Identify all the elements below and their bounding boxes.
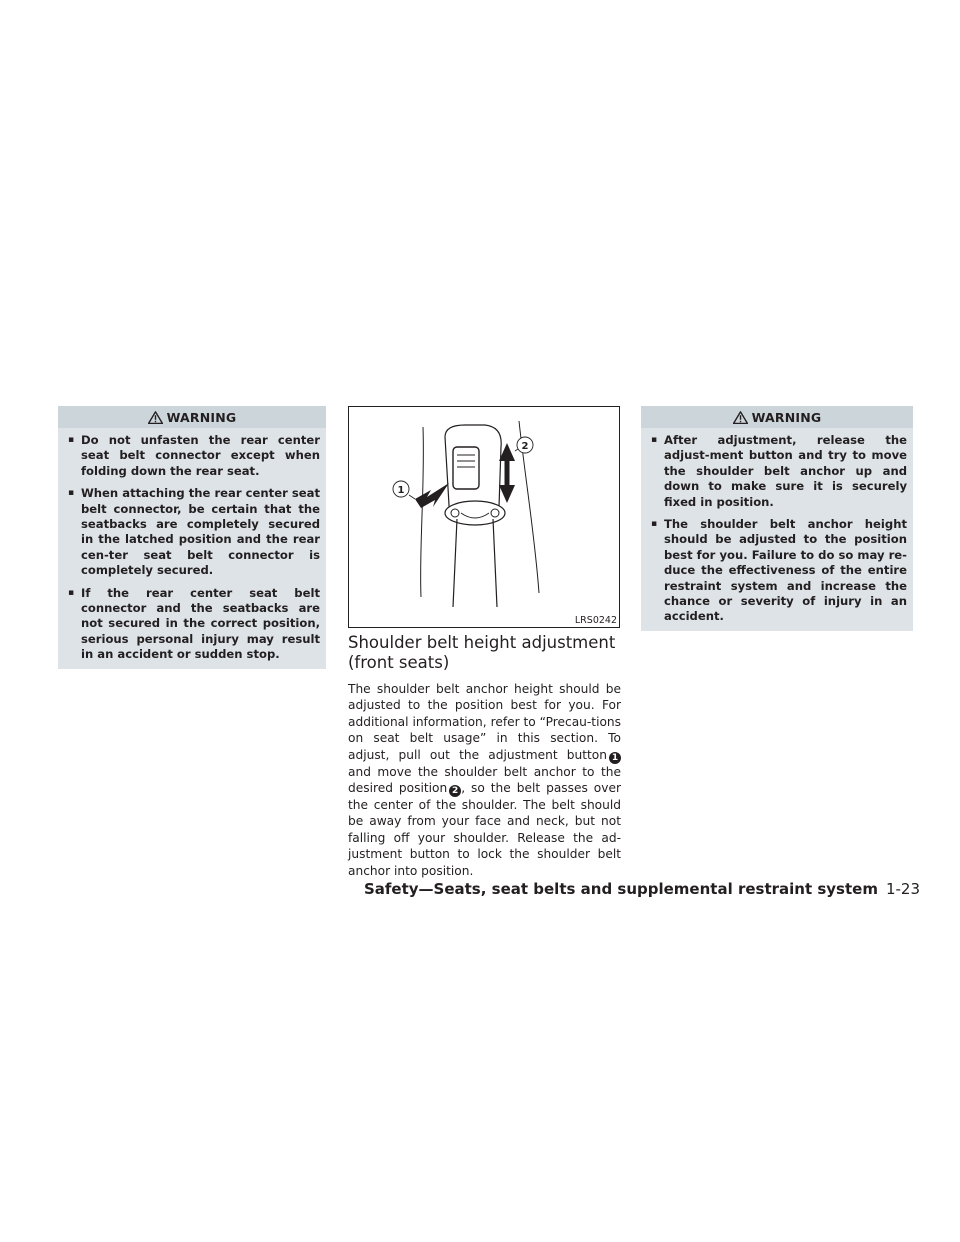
warning-list [58, 428, 326, 669]
body-text-part: , so the belt passes over the center of the shoulder. The belt should be away from your face and neck, but not falling off your shoulder. Release the ad-justment button to lock the shoulder belt anchor into position. [348, 781, 621, 878]
warning-list [641, 428, 913, 631]
section-body [348, 681, 621, 879]
page-number: 1-23 [885, 880, 920, 898]
warning-item: ▪ After adjustment, release the adjust-ment button and try to move the shoulder belt anchor up and down to make sure it is securely fixed in position. [649, 433, 907, 510]
warning-item: ▪ When attaching the rear center seat belt connector, be certain that the seatbacks are completely secured in the latched position and the rear cen-ter seat belt connector is completely secured. [66, 486, 320, 578]
body-text-part: The shoulder belt anchor height should be adjusted to the position best for you. For additional information, refer to “Precau-tions on seat belt usage” in this section. To adjust, pull out the adjustment button [348, 682, 621, 762]
figure-code: LRS0242 [574, 615, 617, 626]
label-2: 2 [521, 441, 529, 452]
warning-item: ▪ Do not unfasten the rear center seat belt connector except when folding down the rear seat. [66, 433, 320, 479]
body-text-part: and move the shoulder belt anchor to the desired position [348, 764, 621, 796]
warning-triangle-icon [733, 411, 748, 424]
warning-header [641, 406, 913, 428]
warning-triangle-icon [148, 411, 163, 424]
page-footer [364, 880, 920, 898]
warning-box-left [58, 406, 326, 669]
warning-box-right [641, 406, 913, 631]
callout-1: 1 [609, 752, 621, 764]
callout-2: 2 [449, 785, 461, 797]
warning-header [58, 406, 326, 428]
section-title: Shoulder belt height adjustment (front seats) [348, 633, 616, 672]
chapter-title: Safety—Seats, seat belts and supplemental restraint system [363, 880, 878, 898]
shoulder-belt-illustration [348, 406, 620, 628]
label-1: 1 [397, 485, 405, 496]
warning-title: WARNING [166, 409, 237, 425]
warning-title: WARNING [751, 409, 822, 425]
belt-anchor-drawing [349, 407, 619, 627]
warning-item: ▪ If the rear center seat belt connector and the seatbacks are not secured in the correct position, serious personal injury may result in an accident or sudden stop. [66, 586, 320, 663]
warning-item: ▪ The shoulder belt anchor height should be adjusted to the position best for you. Failure to do so may re-duce the effectiveness of the entire restraint system and increase the chance or severity of injury in an accident. [649, 517, 907, 625]
